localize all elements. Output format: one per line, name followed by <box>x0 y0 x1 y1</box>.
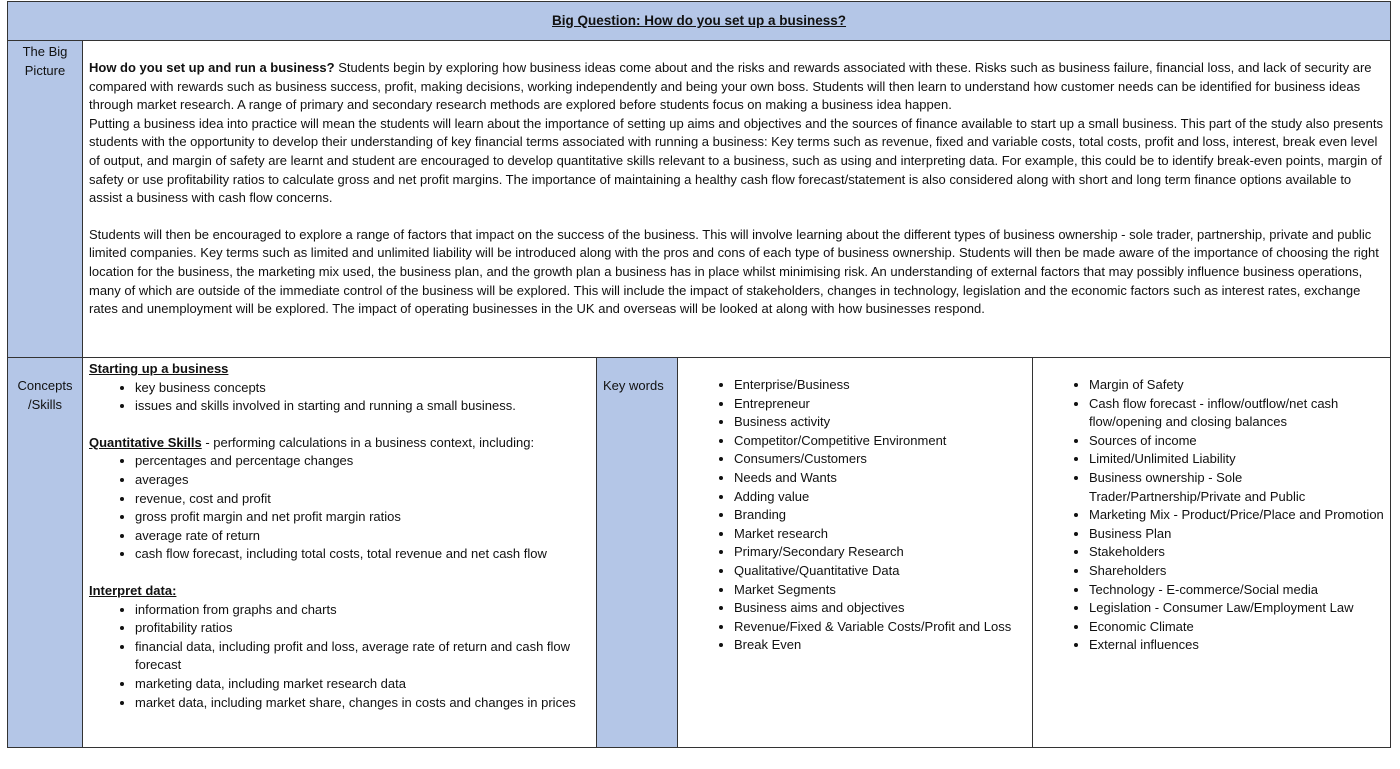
list-item: • gross profit margin and net profit margin ratios <box>135 508 590 527</box>
keyword-item: • Enterprise/Business <box>734 376 1028 395</box>
list-item: • issues and skills involved in starting and running a small business. <box>135 397 590 416</box>
keyword-item: • Shareholders <box>1089 562 1386 581</box>
keyword-item: • Cash flow forecast - inflow/outflow/net cash flow/opening and closing balances <box>1089 395 1386 432</box>
keyword-item: • Business Plan <box>1089 525 1386 544</box>
big-picture-lead: How do you set up and run a business? <box>89 60 335 75</box>
big-picture-paragraph-2: Putting a business idea into practice will mean the students will learn about the importance of setting up aims and objectives and the sources of finance available to start up a small business. This part of the study also presents students with the opportunity to develop their understanding of key financial terms associated with running a business: Key terms such as revenue, fixed and variable costs, total costs, profit and loss, interest, break even level of output, and margin of safety are learnt and student are encouraged to develop quantitative skills relevant to a business, such as using and interpreting data. For example, this could be to identify break-even points, margin of safety or use profitability ratios to calculate gross and net profit margins. The importance of maintaining a healthy cash flow forecast/statement is also considered along with short and long term finance options available to assist a business with cash flow concerns. <box>89 115 1383 206</box>
keyword-item: • Revenue/Fixed & Variable Costs/Profit and Loss <box>734 618 1028 637</box>
list-item: • cash flow forecast, including total costs, total revenue and net cash flow <box>135 545 590 564</box>
keyword-item: • Entrepreneur <box>734 395 1028 414</box>
big-picture-label-cell <box>8 41 83 358</box>
keyword-item: • Competitor/Competitive Environment <box>734 432 1028 451</box>
page-title: Big Question: How do you set up a business? <box>552 12 847 28</box>
concepts-label-cell <box>8 358 83 748</box>
starting-list <box>89 379 590 416</box>
concepts-label-line1: Concepts <box>17 378 73 393</box>
keywords-column-1 <box>678 358 1033 748</box>
keyword-item: • Market Segments <box>734 581 1028 600</box>
keyword-item: • Sources of income <box>1089 432 1386 451</box>
list-item: • key business concepts <box>135 379 590 398</box>
list-item: • information from graphs and charts <box>135 601 590 620</box>
keyword-item: • Break Even <box>734 636 1028 655</box>
keyword-item: • Branding <box>734 506 1028 525</box>
title-cell <box>8 2 1391 41</box>
concepts-label-line2: /Skills <box>28 396 62 412</box>
keyword-item: • Adding value <box>734 488 1028 507</box>
keyword-item: • Marketing Mix - Product/Price/Place and Promotion <box>1089 506 1386 525</box>
keyword-item: • Market research <box>734 525 1028 544</box>
keywords-label: Key words <box>603 378 664 393</box>
keyword-item: • Primary/Secondary Research <box>734 543 1028 562</box>
big-picture-content <box>83 41 1391 358</box>
list-item: • percentages and percentage changes <box>135 452 590 471</box>
quant-section-desc: - performing calculations in a business context, including: <box>201 434 535 450</box>
starting-section-title: Starting up a business <box>89 361 229 376</box>
interpret-section-title: Interpret data: <box>89 582 177 598</box>
list-item: • revenue, cost and profit <box>135 490 590 509</box>
keyword-item: • Qualitative/Quantitative Data <box>734 562 1028 581</box>
concepts-content <box>83 358 597 748</box>
keywords-column-2 <box>1033 358 1391 748</box>
keyword-item: • Legislation - Consumer Law/Employment Law <box>1089 599 1386 618</box>
big-picture-paragraph-3: Students will then be encouraged to explore a range of factors that impact on the success of the business. This will involve learning about the different types of business ownership - sole trader, partnership, private and public limited companies. Key terms such as limited and unlimited liability will be introduced along with the pros and cons of each type of business ownership. Students will then be made aware of the importance of choosing the right location for the business, the marketing mix used, the business plan, and the growth plan a business has in place whilst minimising risk. An understanding of external factors that may possibly influence business operations, many of which are outside of the immediate control of the business will be explored. This will include the impact of stakeholders, changes in technology, legislation and the economic factors such as interest rates, exchange rates and unemployment will be explored. The impact of operating businesses in the UK and overseas will be looked at along with how businesses respond. <box>89 226 1379 317</box>
list-item: • profitability ratios <box>135 619 590 638</box>
keyword-item: • Limited/Unlimited Liability <box>1089 450 1386 469</box>
keywords-list-1 <box>682 376 1028 655</box>
quant-section-title: Quantitative Skills <box>89 434 202 450</box>
knowledge-organiser-table <box>7 1 1391 748</box>
interpret-list <box>89 601 590 713</box>
list-item: • averages <box>135 471 590 490</box>
keyword-item: • Consumers/Customers <box>734 450 1028 469</box>
list-item: • marketing data, including market research data <box>135 675 590 694</box>
keyword-item: • Business activity <box>734 413 1028 432</box>
quant-list <box>89 452 590 564</box>
keyword-item: • Business ownership - Sole Trader/Partnership/Private and Public <box>1089 469 1386 506</box>
keyword-item: • Technology - E-commerce/Social media <box>1089 581 1386 600</box>
keyword-item: • Economic Climate <box>1089 618 1386 637</box>
keyword-item: • Needs and Wants <box>734 469 1028 488</box>
big-picture-label-line1: The Big <box>22 44 68 59</box>
big-picture-paragraph-1-text: Students begin by exploring how business ideas come about and the risks and rewards associated with these. Risks such as business failure, financial loss, and lack of security are compared with rewards such as business success, profit, making decisions, working independently and being your own boss. Students will then learn to understand how customer needs can be identified for business ideas through market research. A range of primary and secondary research methods are explored before students focus on making a business idea happen. <box>89 60 1372 113</box>
keywords-label-cell <box>597 358 678 748</box>
keywords-list-2 <box>1037 376 1386 655</box>
big-picture-label-line2: Picture <box>24 62 66 78</box>
keyword-item: • Margin of Safety <box>1089 376 1386 395</box>
keyword-item: • External influences <box>1089 636 1386 655</box>
list-item: • financial data, including profit and loss, average rate of return and cash flow forecast <box>135 638 590 675</box>
big-picture-paragraph-1 <box>89 59 1384 115</box>
list-item: • market data, including market share, changes in costs and changes in prices <box>135 694 590 713</box>
keyword-item: • Business aims and objectives <box>734 599 1028 618</box>
quant-section-heading <box>89 434 590 453</box>
keyword-item: • Stakeholders <box>1089 543 1386 562</box>
list-item: • average rate of return <box>135 527 590 546</box>
